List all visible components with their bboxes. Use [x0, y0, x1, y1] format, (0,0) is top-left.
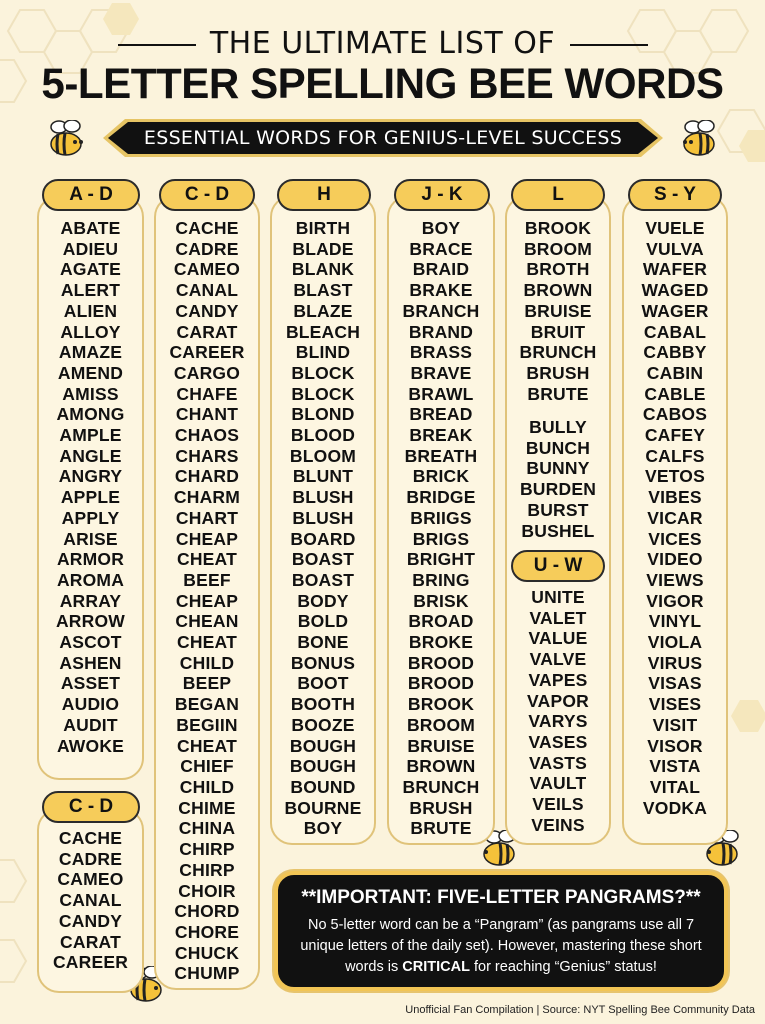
word-item: CHOIR [178, 880, 236, 901]
word-item: BROOD [407, 652, 475, 673]
word-item: CABIN [646, 362, 704, 383]
word-item: VIGOR [646, 590, 704, 611]
word-item: BRUSH [409, 797, 473, 818]
word-item: VICES [648, 528, 702, 549]
word-item: WAFER [642, 259, 708, 280]
word-item: BOUND [290, 776, 356, 797]
word-item: ARRAY [59, 590, 122, 611]
word-item: BLUSH [292, 487, 354, 508]
word-item: CHINA [178, 818, 236, 839]
word-item: BRUNCH [519, 342, 597, 363]
word-item: BROKE [408, 632, 474, 653]
word-item: BRUSH [526, 362, 590, 383]
word-item: VALVE [529, 649, 587, 670]
word-item: BREAD [409, 404, 473, 425]
word-item: BROWN [523, 280, 593, 301]
word-item: CHART [175, 507, 239, 528]
word-item: CHIRP [179, 839, 235, 860]
word-item: BRASS [409, 342, 473, 363]
column-header-u-w: U - W [511, 550, 605, 582]
word-item: BRAWL [408, 383, 474, 404]
word-item: AWOKE [56, 735, 125, 756]
word-item: VIBES [648, 487, 702, 508]
word-item: VUELE [645, 218, 705, 238]
word-item: BOOTH [290, 694, 356, 715]
word-item: BLOCK [291, 362, 355, 383]
word-item: BIRTH [295, 218, 351, 238]
word-item: BRIDGE [406, 487, 476, 508]
word-item: BRIGHT [406, 549, 476, 570]
word-item: VAULT [529, 773, 587, 794]
word-item: ALERT [60, 280, 121, 301]
column-header-s-y: S - Y [628, 179, 722, 211]
word-item: BRAID [412, 259, 470, 280]
word-item: BEEF [183, 569, 231, 590]
word-item: AMPLE [59, 425, 122, 446]
word-item: BROOK [407, 694, 475, 715]
word-item: ALIEN [63, 300, 118, 321]
word-item: CARAT [176, 321, 238, 342]
word-item: BOLD [297, 611, 349, 632]
word-item: AMEND [57, 362, 124, 383]
word-item: BRICK [412, 466, 470, 487]
word-item: BRIGS [412, 528, 470, 549]
word-item: WAGER [641, 300, 709, 321]
word-item: BLOOD [290, 425, 356, 446]
word-item: BOUGH [289, 756, 357, 777]
word-item: BRAND [408, 321, 474, 342]
word-item: CHARS [175, 445, 239, 466]
word-item: CHEAT [177, 549, 237, 570]
word-item: VAPOR [527, 690, 589, 711]
word-item: VIRUS [647, 652, 703, 673]
word-item: BLEACH [285, 321, 361, 342]
note-body-emphasis: CRITICAL [402, 959, 470, 975]
word-item: AUDIT [63, 714, 118, 735]
word-item: BRACE [409, 238, 473, 259]
subtitle-text: ESSENTIAL WORDS FOR GENIUS-LEVEL SUCCESS [143, 127, 623, 149]
word-item: VINYL [648, 611, 702, 632]
word-item: CAMEO [173, 259, 241, 280]
word-item: VASES [528, 731, 588, 752]
word-item: CHAFE [176, 383, 238, 404]
word-item: BLANK [291, 259, 355, 280]
word-item: VULVA [646, 238, 704, 259]
note-body-text: No 5-letter word can be a “Pangram” (as pangrams use all 7 unique letters of the daily set). However, mastering these short words is [300, 917, 702, 975]
word-item: BOY [421, 218, 461, 238]
word-item: VIDEO [647, 549, 703, 570]
word-item: BROOM [523, 238, 593, 259]
word-item: BRANCH [402, 300, 480, 321]
word-item: CHORD [174, 901, 240, 922]
word-item: BEGAN [174, 694, 240, 715]
word-item: CANAL [59, 890, 122, 911]
word-item: ASCOT [59, 632, 122, 653]
word-item: CANDY [175, 300, 239, 321]
bee-icon [677, 120, 719, 158]
column-header-h: H [277, 179, 371, 211]
word-item: CHEAP [175, 590, 239, 611]
word-item: BEGIIN [176, 714, 238, 735]
word-item: BLAZE [293, 300, 353, 321]
word-item: CHEAP [175, 528, 239, 549]
word-item: CHUCK [174, 942, 240, 963]
word-item: BURDEN [519, 479, 597, 500]
column-header-j-k: J - K [394, 179, 490, 211]
word-item: CHIME [178, 797, 236, 818]
word-item: CHILD [179, 776, 235, 797]
word-item: BRUTE [410, 818, 472, 839]
column-header-a-d: A - D [42, 179, 140, 211]
word-item: BRUISE [407, 735, 475, 756]
page-title-line2: 5-LETTER SPELLING BEE WORDS [41, 60, 724, 108]
word-item: CHIRP [179, 859, 235, 880]
word-list-c-d-small [37, 828, 144, 973]
word-list-c-d [154, 218, 260, 984]
word-item: ARISE [63, 528, 118, 549]
word-item: BROOD [407, 673, 475, 694]
word-item: BLOOM [289, 445, 357, 466]
word-item: BRIIGS [410, 507, 472, 528]
word-item: AMISS [62, 383, 119, 404]
page-title-line1: THE ULTIMATE LIST OF [209, 26, 556, 61]
word-item: BRISK [413, 590, 469, 611]
word-item: BLOND [291, 404, 355, 425]
word-item: ADIEU [62, 238, 119, 259]
word-item: BLUSH [292, 507, 354, 528]
word-item: VODKA [642, 797, 708, 818]
word-item: BOY [303, 818, 343, 839]
column-header-l: L [511, 179, 605, 211]
word-item: AMAZE [58, 342, 123, 363]
word-item: ANGRY [58, 466, 123, 487]
word-item: CAFEY [644, 425, 706, 446]
word-item: AROMA [56, 569, 125, 590]
word-item: CANAL [175, 280, 239, 301]
word-item: BONUS [290, 652, 356, 673]
word-item: BOOZE [291, 714, 355, 735]
word-item: VIEWS [646, 569, 704, 590]
word-item: BOUGH [289, 735, 357, 756]
note-body-text-end: for reaching “Genius” status! [469, 959, 657, 975]
word-item: CABLE [644, 383, 706, 404]
word-list-s-y [622, 218, 728, 818]
word-item: BODY [297, 590, 349, 611]
word-list-l-second [505, 417, 611, 541]
word-item: ARROW [55, 611, 126, 632]
word-list-u-w [505, 587, 611, 835]
word-item: BOAST [291, 569, 355, 590]
word-item: BONE [297, 632, 349, 653]
word-list-a-d [37, 218, 144, 756]
word-item: BULLY [529, 417, 587, 437]
word-item: VISIT [652, 714, 698, 735]
word-item: CHAOS [174, 425, 240, 446]
word-item: BROTH [526, 259, 590, 280]
word-item: BUSHEL [521, 520, 595, 541]
word-item: VISES [648, 694, 702, 715]
word-item: CARAT [60, 931, 121, 952]
word-item: WAGED [641, 280, 709, 301]
word-item: VISOR [647, 735, 703, 756]
word-item: CHEAT [177, 632, 237, 653]
word-item: CANDY [58, 910, 123, 931]
word-item: VASTS [528, 752, 588, 773]
word-item: CHEAT [177, 735, 237, 756]
note-body [290, 915, 712, 978]
word-item: CAMEO [57, 869, 124, 890]
word-item: VITAL [649, 776, 701, 797]
word-item: CALFS [645, 445, 705, 466]
word-item: BROWN [406, 756, 476, 777]
word-item: CHANT [175, 404, 239, 425]
source-footer: Unofficial Fan Compilation | Source: NYT Spelling Bee Community Data [405, 1004, 755, 1016]
word-item: AMONG [56, 404, 125, 425]
word-item: CHARM [173, 487, 241, 508]
word-item: VISTA [649, 756, 701, 777]
word-item: CAREER [169, 342, 245, 363]
word-item: CADRE [175, 238, 239, 259]
word-item: ANGLE [59, 445, 122, 466]
word-item: VALET [529, 607, 587, 628]
word-item: BROOK [524, 218, 592, 238]
word-item: CADRE [58, 848, 123, 869]
word-item: BRAVE [410, 362, 472, 383]
word-item: BLAST [293, 280, 353, 301]
word-item: BURST [527, 499, 589, 520]
word-item: BRUIT [530, 321, 586, 342]
word-item: CARGO [173, 362, 241, 383]
word-item: BOURNE [284, 797, 362, 818]
word-item: VIOLA [647, 632, 703, 653]
word-item: CACHE [58, 828, 123, 848]
word-list-j-k [387, 218, 495, 839]
word-item: BRAKE [409, 280, 473, 301]
bee-icon [46, 120, 88, 158]
word-item: BRUTE [527, 383, 589, 404]
word-item: VALUE [528, 628, 588, 649]
word-item: AUDIO [61, 694, 120, 715]
word-item: BREATH [404, 445, 478, 466]
word-item: ABATE [60, 218, 121, 238]
word-item: BEEP [182, 673, 232, 694]
word-item: AGATE [60, 259, 121, 280]
subtitle-banner [103, 119, 663, 157]
word-item: CHARD [174, 466, 240, 487]
word-item: CHEAN [175, 611, 239, 632]
word-item: VEINS [531, 814, 585, 835]
word-item: BOARD [290, 528, 356, 549]
word-item: BRING [412, 569, 470, 590]
word-list-l [505, 218, 611, 404]
word-item: CHIEF [180, 756, 234, 777]
note-title: **IMPORTANT: FIVE-LETTER PANGRAMS?** [301, 887, 701, 908]
word-item: BLIND [295, 342, 351, 363]
word-item: BOAST [291, 549, 355, 570]
word-item: BLOCK [291, 383, 355, 404]
word-item: ASHEN [59, 652, 122, 673]
word-item: BLUNT [292, 466, 354, 487]
word-item: CABBY [643, 342, 707, 363]
column-header-c-d-small: C - D [42, 791, 140, 823]
word-item: CACHE [175, 218, 239, 238]
word-item: BOOT [297, 673, 349, 694]
word-item: APPLY [61, 507, 120, 528]
word-item: VARYS [528, 711, 588, 732]
word-item: VAPES [528, 669, 588, 690]
word-item: BROOM [406, 714, 476, 735]
word-item: BRUISE [524, 300, 592, 321]
word-item: VEILS [532, 794, 584, 815]
word-item: CABOS [642, 404, 708, 425]
word-item: APPLE [60, 487, 121, 508]
word-item: CHILD [179, 652, 235, 673]
word-item: ALLOY [60, 321, 121, 342]
word-item: BROAD [408, 611, 474, 632]
important-note [274, 871, 728, 991]
word-item: ASSET [60, 673, 121, 694]
word-item: VETOS [644, 466, 705, 487]
word-item: BUNNY [526, 458, 590, 479]
word-item: VICAR [647, 507, 703, 528]
column-header-c-d: C - D [159, 179, 255, 211]
word-item: VISAS [648, 673, 702, 694]
word-item: BUNCH [525, 437, 591, 458]
word-item: BLADE [292, 238, 354, 259]
word-item: CAREER [52, 952, 129, 973]
word-item: ARMOR [56, 549, 125, 570]
word-item: BREAK [409, 425, 473, 446]
word-item: CABAL [643, 321, 707, 342]
word-item: CHORE [174, 921, 240, 942]
word-list-h [270, 218, 376, 839]
word-item: BRUNCH [402, 776, 480, 797]
word-item: UNITE [531, 587, 585, 607]
word-item: CHUMP [174, 963, 240, 984]
